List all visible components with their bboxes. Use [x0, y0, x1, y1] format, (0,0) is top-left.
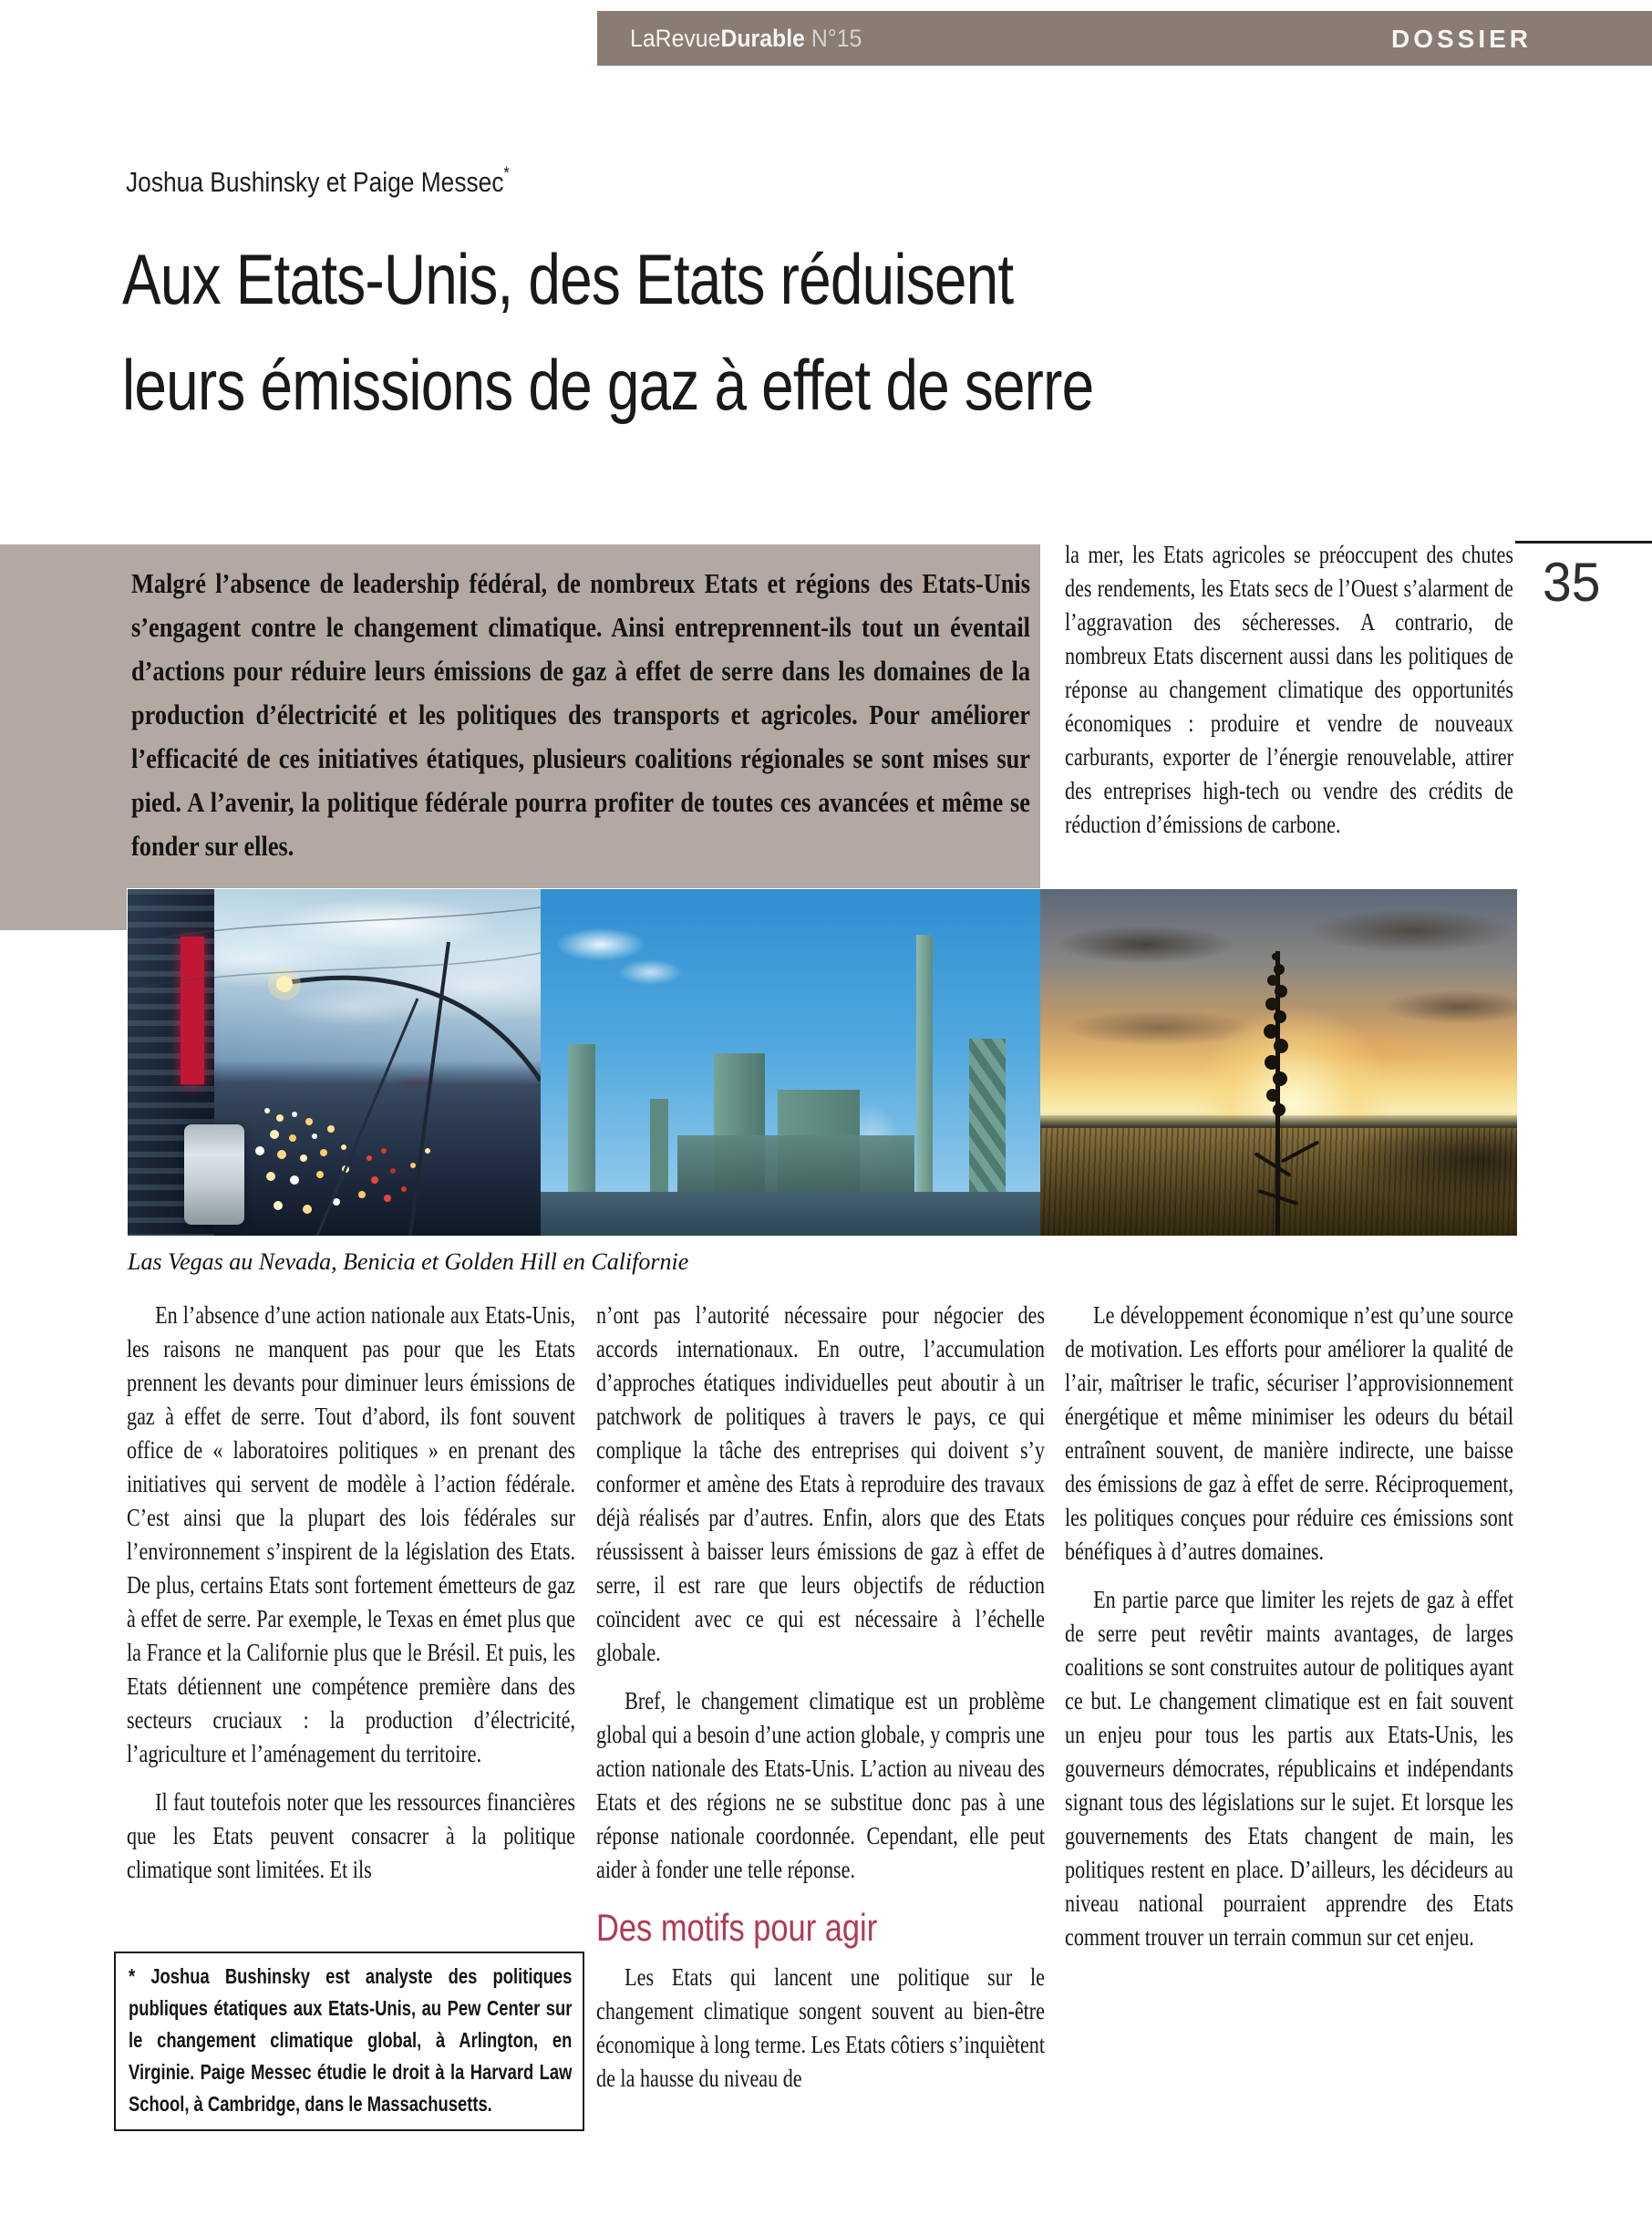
- body-column-3: [1065, 1299, 1513, 1954]
- lead-paragraph: [131, 562, 1189, 868]
- photo-caption: Las Vegas au Nevada, Benicia et Golden Hill en Californie: [128, 1248, 689, 1275]
- paragraph: Les Etats qui lancent une politique sur le changement climatique songent souvent au bien-être économique à long terme. Les Etats côtiers s’inquiètent de la hausse du niveau de: [596, 1963, 1045, 2092]
- paragraph: Il faut toutefois noter que les ressources financières que les Etats peuvent consacrer à la politique climatique sont limitées. Et ils: [127, 1788, 575, 1883]
- smokestack: [916, 935, 933, 1236]
- journal-title: [630, 25, 862, 53]
- journal-issue: N°15: [804, 25, 862, 52]
- paragraph: En partie parce que limiter les rejets de gaz à effet de serre peut revêtir maints avantages, de larges coalitions se sont construites autour de politiques ayant ce but. Le changement climatique est en fait souvent un enjeu pour tous les partis aux Etats-Unis, les gouverneurs démocrates, républicains et indépendants signant tous des législations sur le sujet. Et lorsque les gouvernements des Etats changent de main, les politiques restent en place. D’ailleurs, les décideurs au niveau national pourraient apprendre des Etats comment trouver un terrain commun sur cet enjeu.: [1065, 1586, 1513, 1951]
- photo-benicia-refinery: [541, 889, 1040, 1236]
- plant-silhouette: [1275, 951, 1280, 1236]
- author-names: Joshua Bushinsky et Paige Messec: [126, 166, 504, 198]
- body-column-1: [127, 1299, 575, 1887]
- plant-seed-heads: [1272, 953, 1279, 960]
- section-label: DOSSIER: [1390, 25, 1532, 53]
- article-title-line1: Aux Etats-Unis, des Etats réduisent: [122, 239, 1014, 319]
- section-heading: Des motifs pour agir: [596, 1906, 878, 1949]
- continuation-column-inner: [1065, 538, 1513, 842]
- refinery-platform: [677, 1135, 914, 1199]
- lead-paragraph-text: Malgré l’absence de leadership fédéral, de nombreux Etats et régions des Etats-Unis s’engagent contre le changement climatique. Ainsi entreprennent-ils tout un éventail d’actions pour réduire leurs émissions de gaz à effet de serre dans les domaines de la production d’électricité et les politiques des transports et agricoles. Pour améliorer l’efficacité de ces initiatives étatiques, plusieurs coalitions régionales se sont mises sur pied. A l’avenir, la politique fédérale pourra profiter de toutes ces avancées et même se fonder sur elles.: [131, 567, 1030, 862]
- paragraph: Bref, le changement climatique est un problème global qui a besoin d’une action globale, y compris une action nationale des Etats-Unis. L’action au niveau des Etats et des régions ne se substitue donc pas à une réponse nationale coordonnée. Cependant, elle peut aider à fonder une telle réponse.: [596, 1687, 1045, 1883]
- body-column-2: [596, 1299, 1045, 2096]
- paragraph: En l’absence d’une action nationale aux Etats-Unis, les raisons ne manquent pas pour que les Etats prennent les devants pour diminuer leurs émissions de gaz à effet de serre. Tout d’abord, ils font souvent office de « laboratoires politiques » en prenant des initiatives qui servent de modèle à l’action fédérale. C’est ainsi que la plupart des lois fédérales sur l’environnement s’inspirent de la législation des Etats. De plus, certains Etats sont fortement émetteurs de gaz à effet de serre. Par exemple, le Texas en émet plus que la France et la Californie plus que le Brésil. Et puis, les Etats détiennent une compétence première dans des secteurs cruciaux : la production d’électricité, l’agriculture et l’aménagement du territoire.: [127, 1301, 575, 1767]
- footnote-text: * Joshua Bushinsky est analyste des politiques publiques étatiques aux Etats-Unis, au Pew Center sur le changement climatique global, à Arlington, en Virginie. Paige Messec étudie le droit à la Harvard Law School, à Cambridge, dans le Massachusetts.: [129, 1964, 573, 2116]
- article-title: [122, 226, 1306, 438]
- byline-inner: [126, 164, 510, 199]
- photo-las-vegas: [128, 889, 541, 1236]
- journal-title-bold: Durable: [720, 25, 805, 52]
- page-number: [1543, 551, 1604, 614]
- footnote-box: [114, 1952, 584, 2131]
- journal-title-regular: LaRevue: [630, 25, 721, 52]
- page-number-text: 35: [1543, 552, 1601, 613]
- paragraph: n’ont pas l’autorité nécessaire pour négocier des accords internationaux. En outre, l’accumulation d’approches étatiques individuelles peut aboutir à un patchwork de politiques à travers le pays, ce qui complique la tâche des entreprises qui doivent s’y conformer et amène des Etats à reproduire des travaux déjà réalisés par d’autres. Enfin, alors que des Etats réussissent à baisser leurs émissions de gaz à effet de serre, il est rare que leurs objectifs de réduction coïncident avec ce qui est nécessaire à l’échelle globale.: [596, 1301, 1045, 1666]
- continuation-column: [1065, 538, 1612, 842]
- lead-background-tab: [0, 888, 127, 930]
- byline: [126, 164, 577, 199]
- continuation-paragraph: la mer, les Etats agricoles se préoccupent des chutes des rendements, les Etats secs de l’Ouest s’alarment de l’aggravation des sécheresses. A contrario, de nombreux Etats discernent aussi dans les politiques de réponse au changement climatique des opportunités économiques : produire et vendre de nouveaux carburants, exporter de l’énergie renouvelable, attirer des entreprises high-tech ou vendre des crédits de réduction d’émissions de carbone.: [1065, 541, 1513, 838]
- article-title-line2: leurs émissions de gaz à effet de serre: [122, 345, 1094, 425]
- paragraph: Le développement économique n’est qu’une source de motivation. Les efforts pour améliorer la qualité de l’air, maîtriser le trafic, sécuriser l’approvisionnement énergétique et même minimiser les odeurs du bétail entraînent souvent, de manière indirecte, une baisse des émissions de gaz à effet de serre. Réciproquement, les politiques conçues pour réduire ces émissions sont bénéfiques à d’autres domaines.: [1065, 1301, 1513, 1565]
- body-column-2-inner: [596, 1299, 1045, 2096]
- body-column-1-inner: [127, 1299, 575, 1887]
- refinery-base: [541, 1192, 1040, 1236]
- photo-golden-hill-sunset: [1040, 889, 1517, 1236]
- page-number-rule: [1515, 541, 1652, 544]
- streetlight-icon: [128, 889, 541, 1236]
- header-bar: [597, 11, 1652, 66]
- footnote-mark: *: [503, 164, 510, 183]
- body-column-3-inner: [1065, 1299, 1513, 1954]
